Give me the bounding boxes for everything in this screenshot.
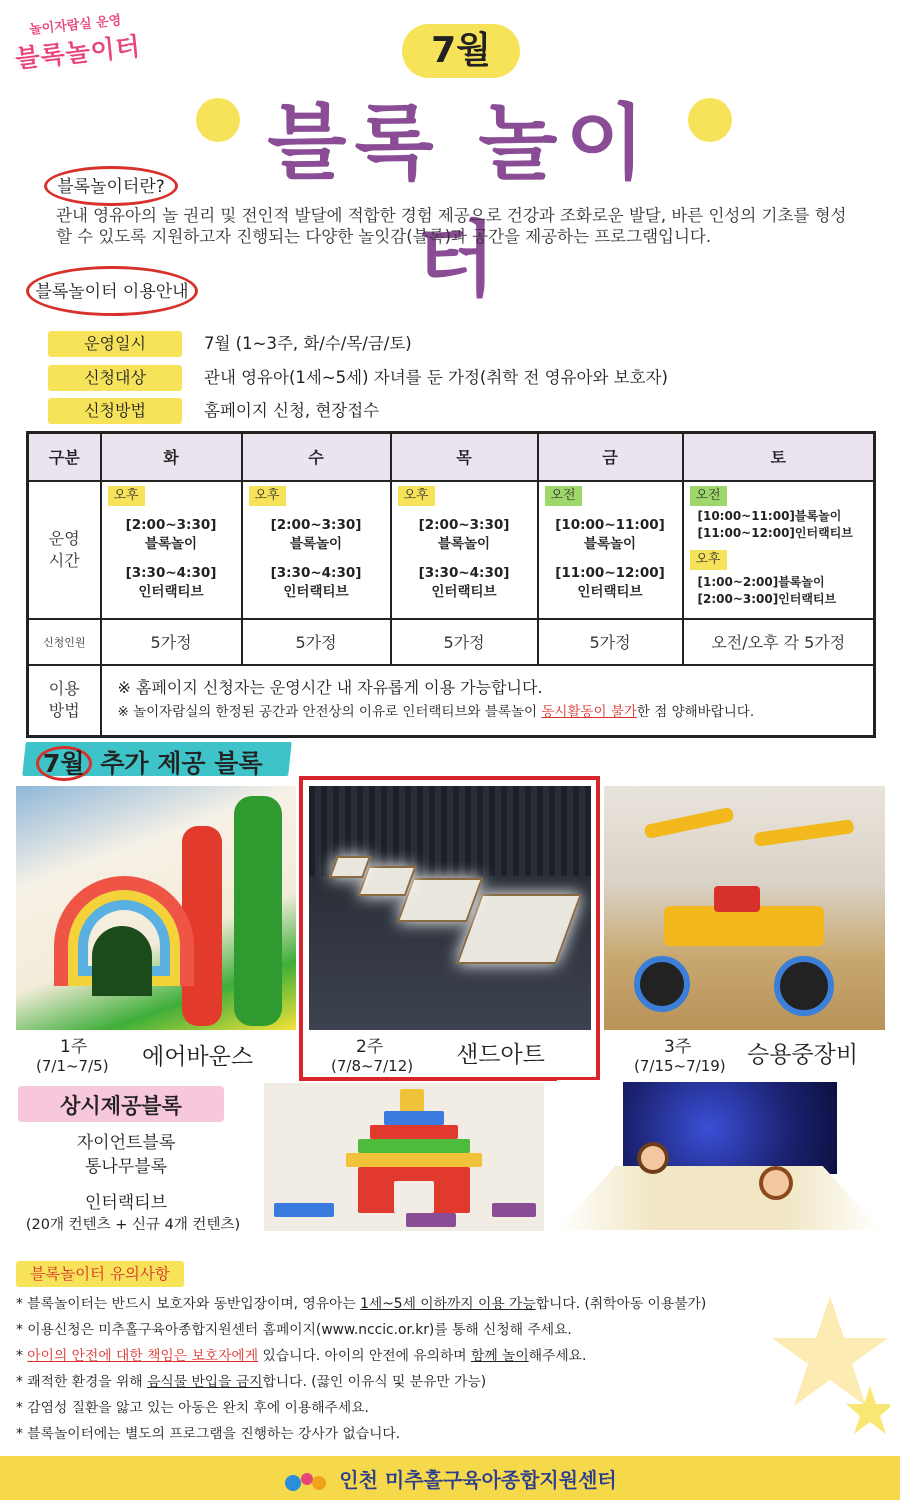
slot-time: [2:00~3:30] [270,516,362,533]
capacity-cell: 오전/오후 각 5가정 [683,619,875,665]
slot-sat [683,481,875,619]
slot-line: [2:00~3:00]인터랙티브 [697,591,837,606]
week-2-number: 2주 [356,1037,384,1057]
info-label: 신청방법 [48,398,182,424]
page-title: 블록 놀이터 [267,96,653,308]
giant-block-photo [264,1083,544,1231]
note-item [16,1294,836,1314]
note-text: 합니다. (끓인 이유식 및 분유만 가능) [262,1374,487,1390]
table-row-usage [28,665,875,737]
slot-time: [11:00~12:00] [555,564,665,581]
table-header: 화 [101,433,242,481]
capacity-cell: 5가정 [242,619,391,665]
interactive-screen-photo [557,1080,881,1230]
capacity-cell: 5가정 [538,619,683,665]
week-1-name: 에어바운스 [142,1044,254,1070]
week-3-number: 3주 [664,1037,692,1057]
slot-tue [101,481,242,619]
week-1-date: (7/1~7/5) [36,1057,109,1075]
note-emphasis: 1세~5세 이하까지 이용 가능 [360,1296,536,1312]
slot-line: [10:00~11:00]블록놀이 [697,508,842,523]
extra-title-month: 7월 [36,746,92,781]
info-value: 관내 영유아(1세~5세) 자녀를 둔 가정(취학 전 영유아와 보호자) [204,368,668,387]
capacity-cell: 5가정 [101,619,242,665]
note-text: 있습니다. 아이의 안전에 유의하며 [258,1348,471,1364]
note-text: * 블록놀이터는 반드시 보호자와 동반입장이며, 영유아는 [16,1296,361,1312]
footer-center-name: 인천 미추홀구육아종합지원센터 [339,1468,617,1492]
permanent-note: (20개 컨텐츠 + 신규 4개 컨텐츠) [25,1217,241,1233]
usage-text: 한 점 양해바랍니다. [636,704,755,721]
air-bounce-photo [16,786,296,1030]
info-row-target [48,365,878,391]
table-header: 목 [391,433,538,481]
guide-title: 블록놀이터 이용안내 [26,266,198,316]
pm-badge: 오후 [249,486,286,506]
note-text: * [16,1348,28,1364]
extra-title-text: 추가 제공 블록 [91,749,263,778]
week-3-name: 승용중장비 [747,1042,859,1068]
slot-line: [11:00~12:00]인터랙티브 [697,525,853,540]
note-emphasis: 음식물 반입을 금지 [147,1374,263,1390]
decorative-dot-left [196,98,240,142]
center-logo-icon [283,1469,329,1495]
week-3-date: (7/15~7/19) [634,1057,726,1075]
week-1-number: 1주 [60,1037,88,1057]
permanent-item: 통나무블록 [84,1157,168,1177]
usage-highlight: 동시활동이 불가 [541,704,637,721]
decorative-dot-right [688,98,732,142]
am-badge: 오전 [545,486,582,506]
logo-subtitle: 놀이자람실 운영 [28,13,123,38]
footer [0,1464,900,1495]
note-text: 해주세요. [528,1348,587,1364]
table-header: 금 [538,433,683,481]
info-row-schedule [48,331,878,357]
am-badge: 오전 [690,486,727,506]
note-text: * 쾌적한 환경을 위해 [16,1374,148,1390]
info-row-method [48,398,878,424]
slot-time: [2:00~3:30] [125,516,217,533]
note-emphasis: 함께 놀이 [471,1348,529,1364]
info-value: 홈페이지 신청, 현장접수 [204,401,380,420]
capacity-cell: 5가정 [391,619,538,665]
note-item [16,1346,836,1366]
slot-line: [1:00~2:00]블록놀이 [697,574,825,589]
usage-line: ※ 홈페이지 신청자는 운영시간 내 자유롭게 이용 가능합니다. [117,678,543,698]
note-item [16,1372,836,1392]
permanent-title: 상시제공블록 [60,1094,182,1118]
notes-title: 블록놀이터 유의사항 [30,1265,170,1283]
note-item: * 이용신청은 미추홀구육아종합지원센터 홈페이지(www.nccic.or.kr)를 통해 신청해 주세요. [16,1322,572,1338]
usage-text: ※ 놀이자람실의 한정된 공간과 안전상의 이유로 인터랙티브와 블록놀이 [117,704,542,721]
slot-name: 인터랙티브 [577,583,643,600]
row-label: 운영 시간 [28,481,101,619]
schedule-table [26,431,876,738]
slot-name: 인터랙티브 [283,583,349,600]
table-header: 토 [683,433,875,481]
star-decoration-icon [770,1286,890,1446]
row-label: 신청인원 [28,619,101,665]
note-emphasis: 아이의 안전에 대한 책임은 보호자에게 [27,1348,259,1364]
slot-time: [3:30~4:30] [270,564,362,581]
table-header: 수 [242,433,391,481]
slot-name: 블록놀이 [583,535,637,552]
slot-time: [2:00~3:30] [418,516,510,533]
center-logo [9,7,144,75]
logo-title: 블록놀이터 [14,31,143,74]
slot-name: 인터랙티브 [138,583,204,600]
table-row-time [28,481,875,619]
week-2-date: (7/8~7/12) [331,1057,414,1075]
note-text: 합니다. (취학아동 이용불가) [535,1296,707,1312]
extra-title [36,744,263,780]
sand-art-photo [309,786,591,1030]
slot-thu [391,481,538,619]
usage-line [118,700,874,724]
pm-badge: 오후 [690,550,727,570]
intro-question: 블록놀이터란? [44,166,178,206]
note-item: * 감염성 질환을 앓고 있는 아동은 완치 후에 이용해주세요. [16,1400,369,1416]
slot-name: 블록놀이 [144,535,198,552]
permanent-item: 인터랙티브 [84,1193,168,1213]
info-label: 운영일시 [48,331,182,357]
slot-name: 블록놀이 [437,535,491,552]
month-badge: 7월 [402,24,520,78]
pm-badge: 오후 [108,486,145,506]
table-header-row [28,433,875,481]
intro-text: 관내 영유아의 놀 권리 및 전인적 발달에 적합한 경험 제공으로 건강과 조화로운 발달, 바른 인성의 기초를 형성할 수 있도록 지원하고자 진행되는 다양한 놀잇감(블록)과 공간을 제공하는 프로그램입니다. [56,206,847,246]
slot-time: [3:30~4:30] [125,564,217,581]
info-label: 신청대상 [48,365,182,391]
table-row-capacity [28,619,875,665]
permanent-item: 자이언트블록 [76,1133,176,1153]
slot-fri [538,481,683,619]
slot-name: 블록놀이 [289,535,343,552]
week-2-name: 샌드아트 [456,1042,545,1068]
slot-name: 인터랙티브 [431,583,497,600]
slot-time: [3:30~4:30] [418,564,510,581]
slot-time: [10:00~11:00] [555,516,665,533]
info-value: 7월 (1~3주, 화/수/목/금/토) [204,334,412,353]
ride-on-excavator-photo [604,786,885,1030]
pm-badge: 오후 [398,486,435,506]
slot-wed [242,481,391,619]
table-header: 구분 [28,433,101,481]
row-label: 이용 방법 [28,665,101,737]
note-item: * 블록놀이터에는 별도의 프로그램을 진행하는 강사가 없습니다. [16,1426,401,1442]
usage-cell [101,665,875,737]
